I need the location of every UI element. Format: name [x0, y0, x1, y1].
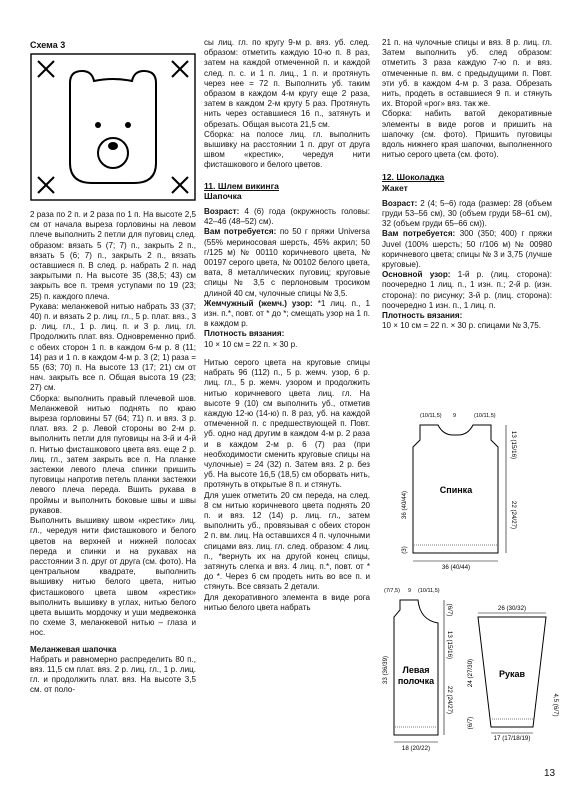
col2-density: 10 × 10 см = 22 п. × 30 р.: [204, 339, 298, 349]
front-top-1: (7/7,5): [384, 588, 400, 594]
column-3: [382, 38, 552, 331]
sleeve-top: 26 (30/32): [497, 605, 527, 612]
col2-assembly: Сборка: на полосе лиц. гл. выполнить вышивку на расстоянии 1 п. друг от друга швом «крестик», чередуя нити фисташкового и белого цветов.: [204, 129, 370, 170]
jacket-schematic: [378, 405, 578, 785]
sleeve-height: 24 (27/30): [467, 658, 474, 688]
sleeve-bottom: 17 (17/18/19): [493, 735, 531, 742]
bear-eye-right: [125, 122, 131, 128]
sleeve-label: Рукав: [498, 669, 526, 679]
section-11-heading: 11. Шлем викинга: [204, 180, 279, 191]
section-11-subheading: Шапочка: [204, 190, 242, 201]
back-height: 36 (40/44): [401, 490, 408, 520]
col2-pattern: Жемчужный (жемч.) узор: *1 лиц. п., 1 изн. п.*, повт. от * до *; смещать узор на 1 п. в каждом р.: [204, 298, 370, 329]
col2-horns: Для декоративного элемента в виде рога нитью белого цвета набрать: [204, 592, 370, 612]
front-label-1: Левая: [402, 665, 430, 675]
front-side-2: 13 (15/16): [446, 630, 453, 660]
back-side-r1: 13 (15/16): [510, 430, 517, 460]
col1-subheading: Меланжевая шапочка: [30, 644, 117, 654]
col2-age: Возраст: 4 (6) года (окружность головы: 42–46 (48–52) см).: [204, 207, 370, 227]
col2-intro: сы лиц. гл. по кругу 9-м р. вяз. уб. след. образом: отметить каждую 10-ю п. 8 раз, затем на каждой отмеченной п. и каждой след. п. с. и 1 п. лиц., 1 п. и протянуть через нее = 72 п. Выполнить уб. таким образом в каждом 4-м кругу еще 2 раза, затем в каждом 2-м кругу 5 раз. Протянуть нить через оставшиеся 16 п., затянуть и обрезать. Общая высота 21,5 см.: [204, 38, 370, 129]
back-side-r2: 22 (24/27): [510, 500, 517, 530]
front-top-2: 9: [408, 588, 412, 594]
col1-para-5: Набрать и равномерно распределить 80 п., вяз. 11,5 см плат. вяз. 2 р. лиц. гл., 1 р. лиц. гл. и продолжить плат. вяз. На высоте 3,5 см. от поло-: [30, 654, 196, 695]
cross-stitch-icon: [38, 61, 188, 193]
sleeve-l1: (6/7): [467, 716, 474, 730]
section-12-subheading: Жакет: [382, 182, 408, 193]
col2-need: Вам потребуется: по 50 г пряжи Universa (55% мериносовая шерсть, 45% акрил; 50 г/125 м) № 00110 коричневого цвета, № 00197 серого цвета, № 00102 белого цвета, вата, 8 металлических пуговиц; круговые спицы № 3,5 с перлоновым тросиком длиной 40 см, чулочные спицы № 3,5.: [204, 227, 370, 298]
col3-assembly: Сборка: набить ватой декоративные элементы в виде рогов и пришить на шапочку (см. фото). Пришить пуговицы вдоль нижнего края шапочки, выполненного нитью серого цвета (см. фото).: [382, 109, 552, 160]
back-label: Спинка: [439, 485, 473, 495]
back-top-1: (10/11,5): [420, 413, 442, 419]
sleeve-r1: 4,5 (6/7): [552, 693, 559, 717]
bear-eye-left: [95, 122, 101, 128]
col2-ears: Для ушек отметить 20 см переда, на след. 8 см нитью коричневого цвета поднять 20 п. и вяз. 12 (14) р. лиц. гл., затем выполнить уб., провязывая с обеих сторон 2 п. вм. лиц. На оставшихся 4 п. чулочными спицами вяз. лиц. гл. след. образом: 4 лиц. п., *вернуть их на другой конец спицы, затянуть слегка и вяз. 4 лиц. п.*, повт. от * до *. Через 6 см продеть нить во все п. и стянуть. Все связать 2 детали.: [204, 490, 370, 592]
col2-density-label: Плотность вязания:: [204, 329, 285, 339]
back-piece-diagram: [401, 413, 517, 571]
col1-para-1: Рукава: меланжевой нитью набрать 33 (37; 40) п. и вязать 2 р. лиц. гл., 5 р. плат. вяз., 3 р. лиц. гл., 1 р. лиц. п. и 3 р. лиц. гл. Продолжить плат. вяз. Одновременно приб. с обеих сторон 1 п. в каждом 6-м р. 8 (11; 14) раз и 1 п. в каждом 4-м р. 3 (2; 1) раза = 55 (63; 70) п. На высоте 13 (17; 21) см от нач. закрыть все п. Общая высота 19 (23; 27) см.: [30, 301, 196, 393]
page-number: 13: [544, 768, 556, 779]
col3-age: Возраст: 2 (4; 5–6) года (размер: 28 (объем груди 53–56 см), 30 (объем груди 58–61 см), 32 (объем груди 65–66 см)).: [382, 198, 552, 229]
front-top-3: (10/11,5): [418, 588, 440, 594]
col1-para-2: Сборка: выполнить правый плечевой шов. Меланжевой нитью поднять по краю выреза горловины 57 (64; 71) п. и вяз. 3 р. плат. вяз. 2 р. Левой стороны во 2-м р. выполнить петли для пуговицы на 3-й и 4-й п. Нитью фисташкового цвета вяз. еще 2 р. лиц. гл., затем закрыть все п. На планке застежки левого плеча спинки пришить пуговицы напротив петель планки застежки левого плеча переда. Вшить рукава в проймы и выполнить боковые швы и швы рукавов.: [30, 393, 196, 515]
column-2: [204, 38, 370, 613]
col3-need: Вам потребуется: 300 (350; 400) г пряжи Juvel (100% шерсть; 50 г/106 м) № 00980 коричневого цвета; спицы № 3 и 3,75 (лучше круговые).: [382, 229, 552, 270]
section-12-heading: 12. Шоколадка: [382, 172, 445, 183]
front-width: 18 (20/22): [401, 745, 431, 752]
front-side-1: (6/7): [446, 603, 453, 617]
col3-base: Основной узор: 1-й р. (лиц. сторона): поочередно 1 лиц. п., 1 изн. п.; 2-й р. (изн. сторона): по рисунку; 3-й р. (лиц. сторона): поочередно 1 изн. п., 1 лиц. п.: [382, 270, 552, 310]
col1-para-3: Выполнить вышивку швом «крестик» лиц. гл., чередуя нити фисташкового и белого цветов на верхней и нижней полосах переда и спинки и на рукавах на расстоянии 3 п. друг от друга (см. фото). На центральном квадрате, выполнить вышивку нитью белого цвета, нитью фисташкового цвета швом «крестик» выполнить вышивку в углах, нитью белого цвета вышить мордочку и уши медвежонка по схеме 3, меланжевой нитью – глаза и нос.: [30, 516, 196, 638]
scheme-title: Схема 3: [30, 40, 66, 50]
col3-density: 10 × 10 см = 22 п. × 30 р. спицами № 3,75.: [382, 321, 542, 331]
back-side-l: (3): [401, 546, 408, 554]
col1-para-0: 2 раза по 2 п. и 2 раза по 1 п. На высоте 2,5 см от начала выреза горловины на левом плече выполнить 2 петли для пуговиц след. образом: вязать 5 (7; 7) п., закрыть 2 п., вязать 5 (6; 7) п., закрыть 2 п., вязать оставшиеся п. В след. р. набрать 2 п. над закрытыми п. На высоте 35 (38,5; 43) см закрыть все п. тремя уступами по 19 (23; 25) п. каждого плеча.: [30, 210, 196, 301]
back-top-2: 9: [453, 413, 457, 419]
bear-nose: [108, 142, 118, 150]
front-height: 33 (36/39): [382, 655, 389, 685]
left-front-piece-diagram: [382, 588, 453, 752]
back-width: 36 (40/44): [441, 564, 471, 571]
col3-top: 21 п. на чулочные спицы и вяз. 8 р. лиц. гл. Затем выполнить уб. след образом: отметить 3 раза каждую 7-ю п. и вяз. отмеченные п. вм. с предыдущими п. Повт. эти уб. в каждом 4-м р. 3 раза. Обрезать нить, продеть в оставшиеся 9 п. и стянуть их. Второй «рог» вяз. так же.: [382, 38, 552, 109]
sleeve-piece-diagram: [467, 605, 559, 742]
bear-scheme-diagram: [30, 53, 196, 201]
front-label-2: полочка: [397, 676, 435, 686]
bear-head-outline: [70, 71, 156, 183]
back-top-3: (10/11,5): [474, 413, 496, 419]
front-side-3: 22 (24/27): [446, 685, 453, 715]
col3-density-label: Плотность вязания:: [382, 311, 463, 321]
col2-body: Нитью серого цвета на круговые спицы набрать 96 (112) п., 5 р. жемч. узор, 6 р. лиц. гл., 5 р. жемч. узором и продолжить нитью коричневого цвета лиц. гл. На высоте 9 (10) см выполнить уб., отметив каждую 12-ю (14-ю) п. 8 раз, уб. на каждой отмеченной п. с предшествующей п. Повт. уб. одно над другим в каждом 4-м р. 2 раза и в каждом 2-м р. 6 (7) раз (при необходимости сменить круговые спицы на чулочные) = 24 (32) п. Затем вяз. 2 р. без уб. На высоте 16,5 (18,5) см оборвать нить, протянуть в открытые 8 п. и стянуть.: [204, 357, 370, 490]
